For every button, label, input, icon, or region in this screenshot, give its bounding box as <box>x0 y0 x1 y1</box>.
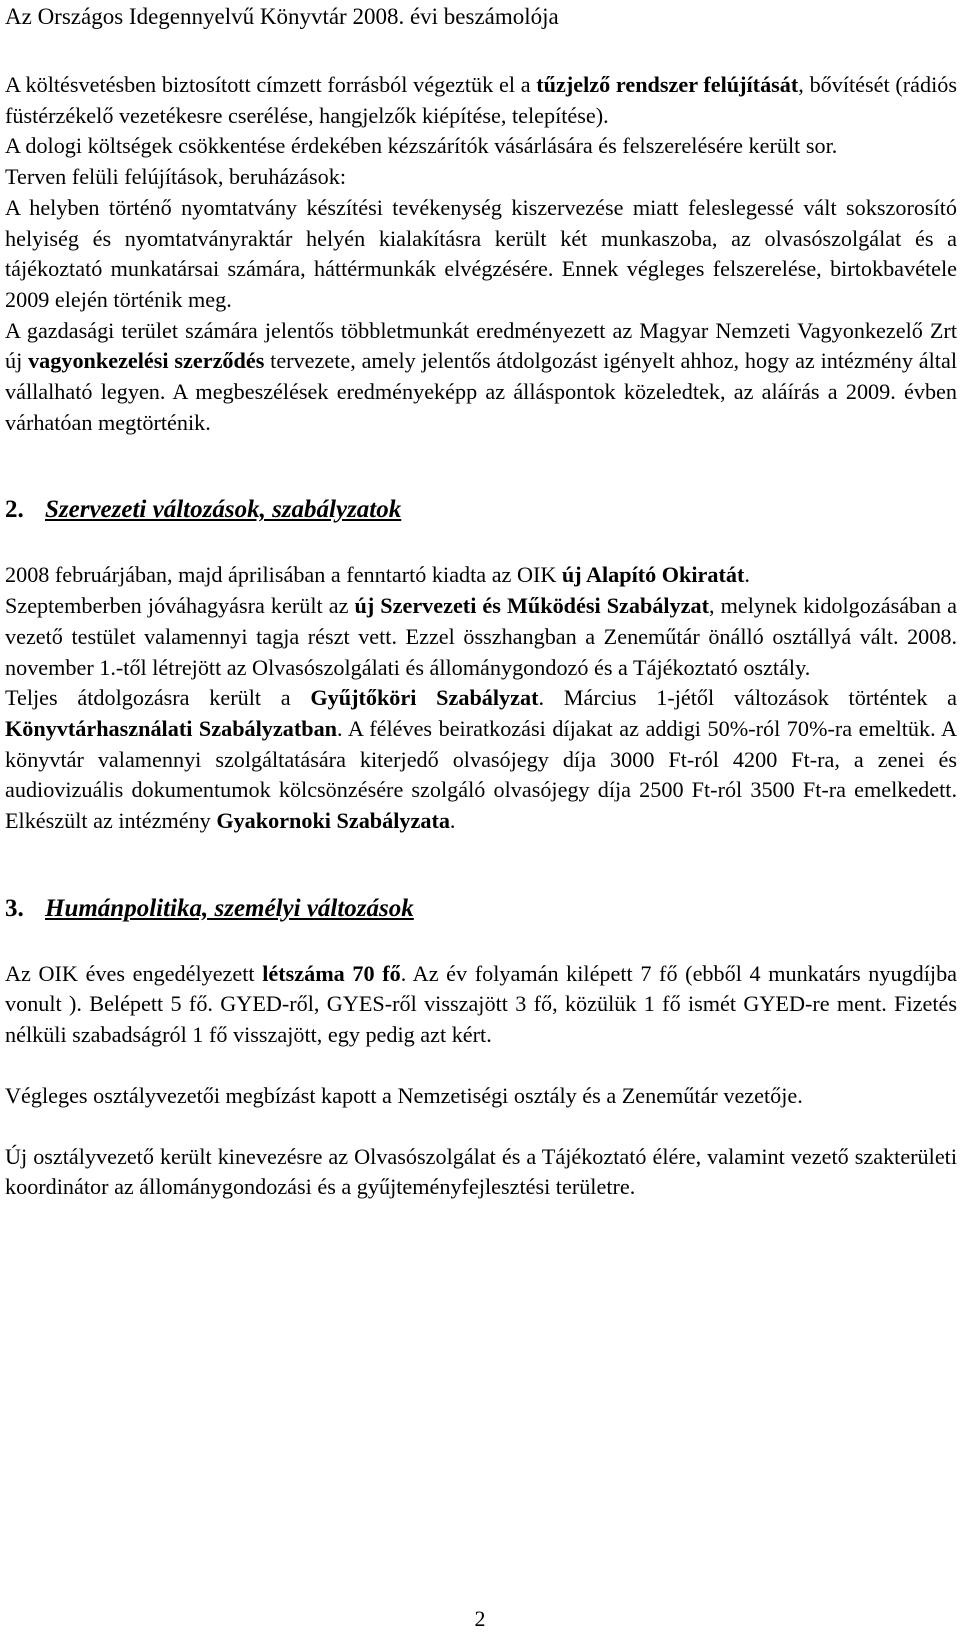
document-body <box>5 70 957 1203</box>
paragraph-workrooms: A helyben történő nyomtatvány készítési tevékenység kiszervezése miatt feleslegessé vált sokszorosító helyiség és nyomtatványraktár helyén kialakításra került két munkaszoba, az olvasószolgálat és a tájékoztató munkatársai számára, háttérmunkák elvégzésére. Ennek végleges felszerelése, birtokbavétele 2009 elején történik meg. <box>5 194 957 312</box>
paragraph-hand-dryers: A dologi költségek csökkentése érdekében kézszárítók vásárlására és felszerelésére került sor. <box>5 133 838 159</box>
paragraph-unplanned-renovations: Terven felüli felújítások, beruházások: <box>5 164 346 190</box>
paragraph-headcount: Az OIK éves engedélyezett létszáma 70 fő. Az év folyamán kilépett 7 fő (ebből 4 munkatárs nyugdíjba vonult ). Belépett 5 fő. GYED-ről, GYES-ről visszajött 3 fő, közülük 1 fő ismét GYED-re ment. Fizetés nélküli szabadságról 1 fő visszajött, egy pedig azt kért. <box>5 960 958 1048</box>
section-2-number: 2. <box>5 496 24 524</box>
spacer <box>5 1112 957 1142</box>
paragraph-regulations: Teljes átdolgozásra került a Gyűjtőköri Szabályzat. Március 1-jétől változások történtek a Könyvtárhasználati Szabályzatban. A féléves beiratkozási díjakat az addigi 50%-ról 70%-ra emeltük. A könyvtár valamennyi szolgáltatására kiterjedő olvasójegy díja 3000 Ft-ról 4200 Ft-ra, a zenei és audiovizuális dokumentumok kölcsönzésére szolgáló olvasójegy díja 2500 Ft-ról 3500 Ft-ra emelkedett. Elkészült az intézmény Gyakornoki Szabályzata. <box>5 685 958 834</box>
spacer <box>5 438 957 468</box>
paragraph-founding-charter: 2008 februárjában, majd áprilisában a fenntartó kiadta az OIK új Alapító Okiratát. <box>5 562 750 588</box>
paragraph-organizational-rules: Szeptemberben jóváhagyásra került az új Szervezeti és Működési Szabályzat, melynek kidolgozásában a vezető testület valamennyi tagja részt vett. Ezzel összhangban a Zeneműtár önálló osztállyá vált. 2008. november 1.-től létrejött az Olvasószolgálati és állománygondozó és a Tájékoztató osztály. <box>5 593 957 680</box>
page-number: 2 <box>474 1606 486 1631</box>
paragraph-asset-contract: A gazdasági terület számára jelentős többletmunkát eredményezett az Magyar Nemzeti Vagyonkezelő Zrt új vagyonkezelési szerződés tervezete, amely jelentős átdolgozást igényelt ahhoz, hogy az intézmény által vállalható legyen. A megbeszélések eredményeképp az álláspontok közeledtek, az aláírás a 2009. évben várhatóan megtörténik. <box>5 317 957 435</box>
paragraph-fire-alarm: A költésvetésben biztosított címzett forrásból végeztük el a tűzjelző rendszer felújítását, bővítését (rádiós füstérzékelő vezetékesre cserélése, hangjelzők kiépítése, telepítése). <box>5 72 958 128</box>
section-3-number: 3. <box>5 894 24 922</box>
section-2-heading <box>5 494 957 526</box>
section-2-title: Szervezeti változások, szabályzatok <box>45 496 402 524</box>
section-3-heading <box>5 893 957 925</box>
spacer <box>5 1051 957 1081</box>
running-header: Az Országos Idegennyelvű Könyvtár 2008. évi beszámolója <box>5 4 559 29</box>
paragraph-head-appointments: Végleges osztályvezetői megbízást kapott a Nemzetiségi osztály és a Zeneműtár vezetője. <box>5 1082 803 1108</box>
spacer <box>5 837 957 867</box>
paragraph-new-head: Új osztályvezető került kinevezésre az Olvasószolgálat és a Tájékoztató élére, valamint vezető szakterületi koordinátor az állománygondozási és a gyűjteményfejlesztési területre. <box>5 1143 957 1200</box>
section-3-title: Humánpolitika, személyi változások <box>45 894 414 922</box>
